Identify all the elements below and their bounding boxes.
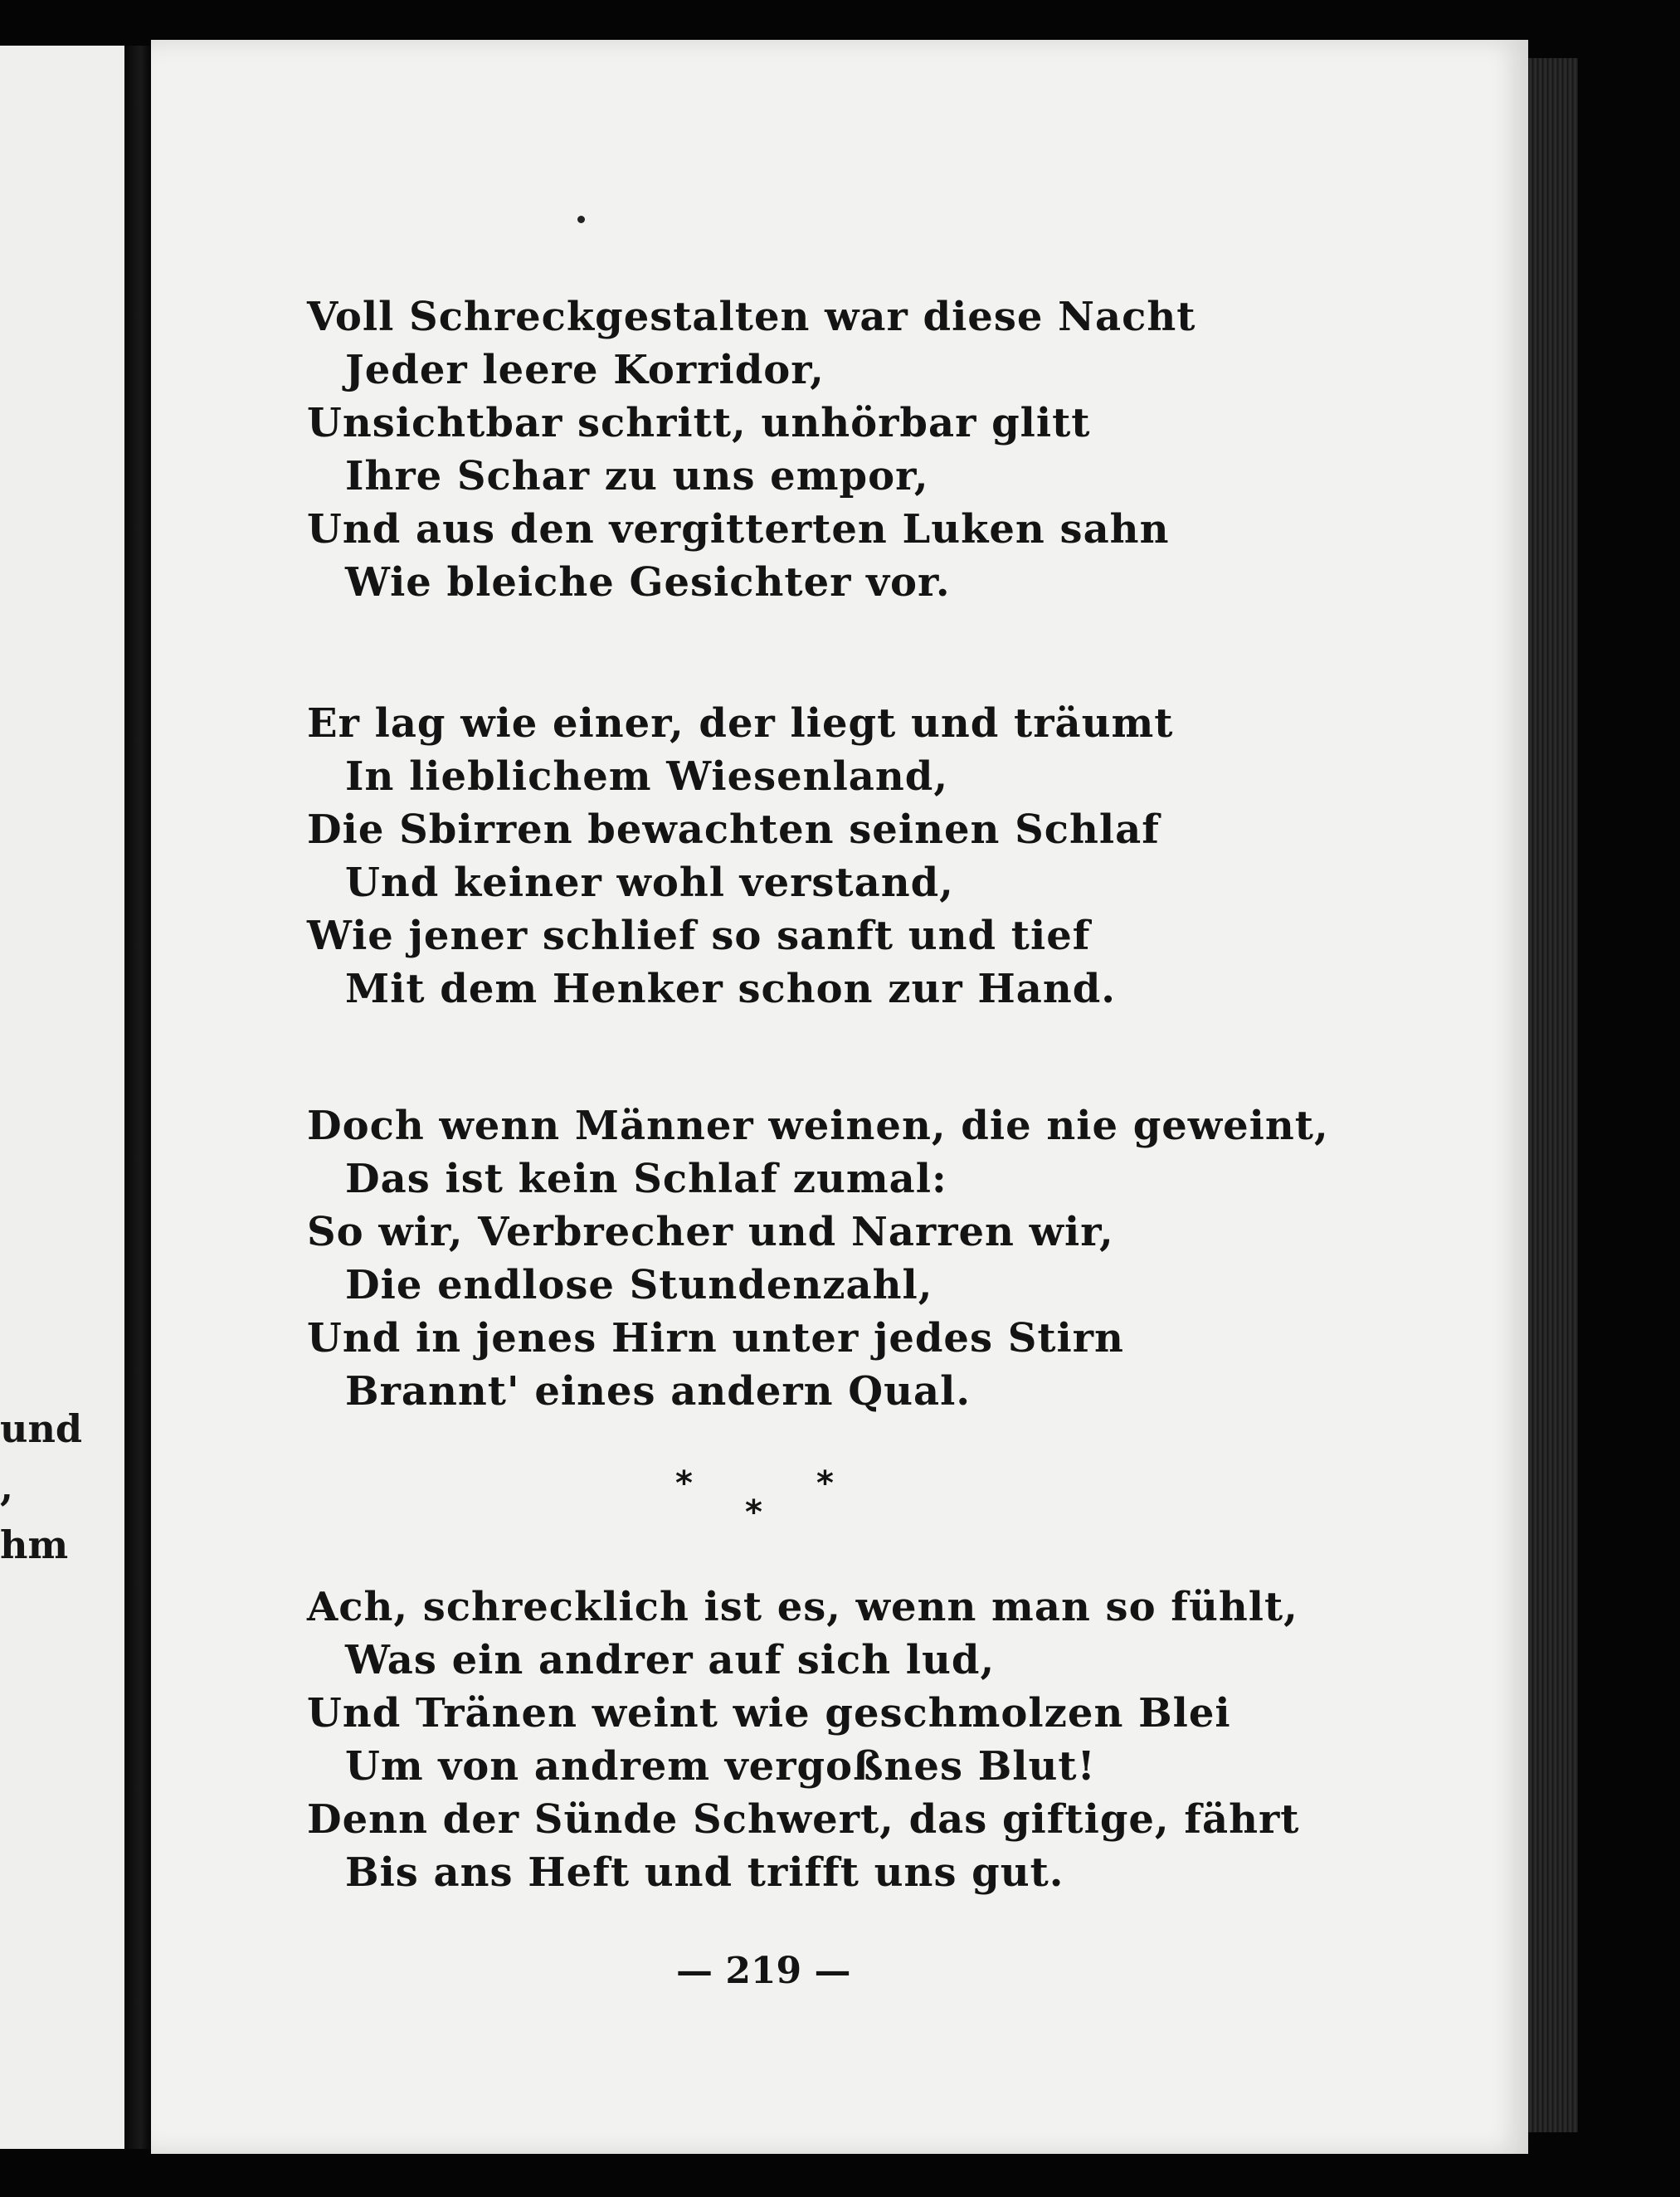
book-gutter <box>124 46 151 2149</box>
stanza-3 <box>307 1099 1329 1418</box>
stanza-1 <box>307 290 1195 609</box>
verse-line: Das ist kein Schlaf zumal: <box>345 1156 947 1202</box>
verse-line: Die Sbirren bewachten seinen Schlaf <box>307 806 1160 853</box>
verse-line: Und Tränen weint wie geschmolzen Blei <box>307 1690 1231 1737</box>
section-separator <box>664 1464 846 1531</box>
printed-dot <box>577 216 585 223</box>
verse-line: Um von andrem vergoßnes Blut! <box>345 1743 1096 1790</box>
verse-line: Bis ans Heft und trifft uns gut. <box>345 1849 1064 1896</box>
stanza-2 <box>307 697 1173 1016</box>
verse-line: So wir, Verbrecher und Narren wir, <box>307 1209 1114 1255</box>
left-page-fragment: hm <box>0 1522 69 1567</box>
verse-line: Voll Schreckgestalten war diese Nacht <box>307 294 1196 340</box>
verse-line: In lieblichem Wiesenland, <box>345 753 949 800</box>
verse-line: Jeder leere Korridor, <box>345 347 825 393</box>
stanza-4 <box>307 1581 1299 1899</box>
verse-line: Die endlose Stundenzahl, <box>345 1262 933 1308</box>
verse-line: Und aus den vergitterten Luken sahn <box>307 506 1170 553</box>
left-page-fragment: , <box>0 1464 14 1509</box>
verse-line: Ach, schrecklich ist es, wenn man so fühlt, <box>307 1584 1298 1630</box>
verse-line: Und keiner wohl verstand, <box>345 860 954 906</box>
verse-line: Mit dem Henker schon zur Hand. <box>345 966 1116 1012</box>
asterisk: * <box>745 1493 762 1532</box>
left-facing-page <box>0 46 124 2149</box>
verse-line: Ihre Schar zu uns empor, <box>345 453 929 499</box>
verse-line: Brannt' eines andern Qual. <box>345 1368 971 1415</box>
verse-line: Denn der Sünde Schwert, das giftige, fährt <box>307 1796 1300 1843</box>
verse-line: Wie jener schlief so sanft und tief <box>307 913 1091 959</box>
page-edges <box>1528 58 1578 2132</box>
verse-line: Und in jenes Hirn unter jedes Stirn <box>307 1315 1124 1362</box>
asterisk: * <box>816 1464 834 1503</box>
verse-line: Was ein andrer auf sich lud, <box>345 1637 996 1683</box>
verse-line: Wie bleiche Gesichter vor. <box>345 559 951 606</box>
left-page-fragment: und <box>0 1406 83 1451</box>
verse-line: Unsichtbar schritt, unhörbar glitt <box>307 400 1091 446</box>
verse-line: Doch wenn Männer weinen, die nie geweint, <box>307 1103 1329 1149</box>
asterisk: * <box>675 1464 693 1503</box>
page-number: — 219 — <box>676 1950 851 1992</box>
verse-line: Er lag wie einer, der liegt und träumt <box>307 700 1174 747</box>
